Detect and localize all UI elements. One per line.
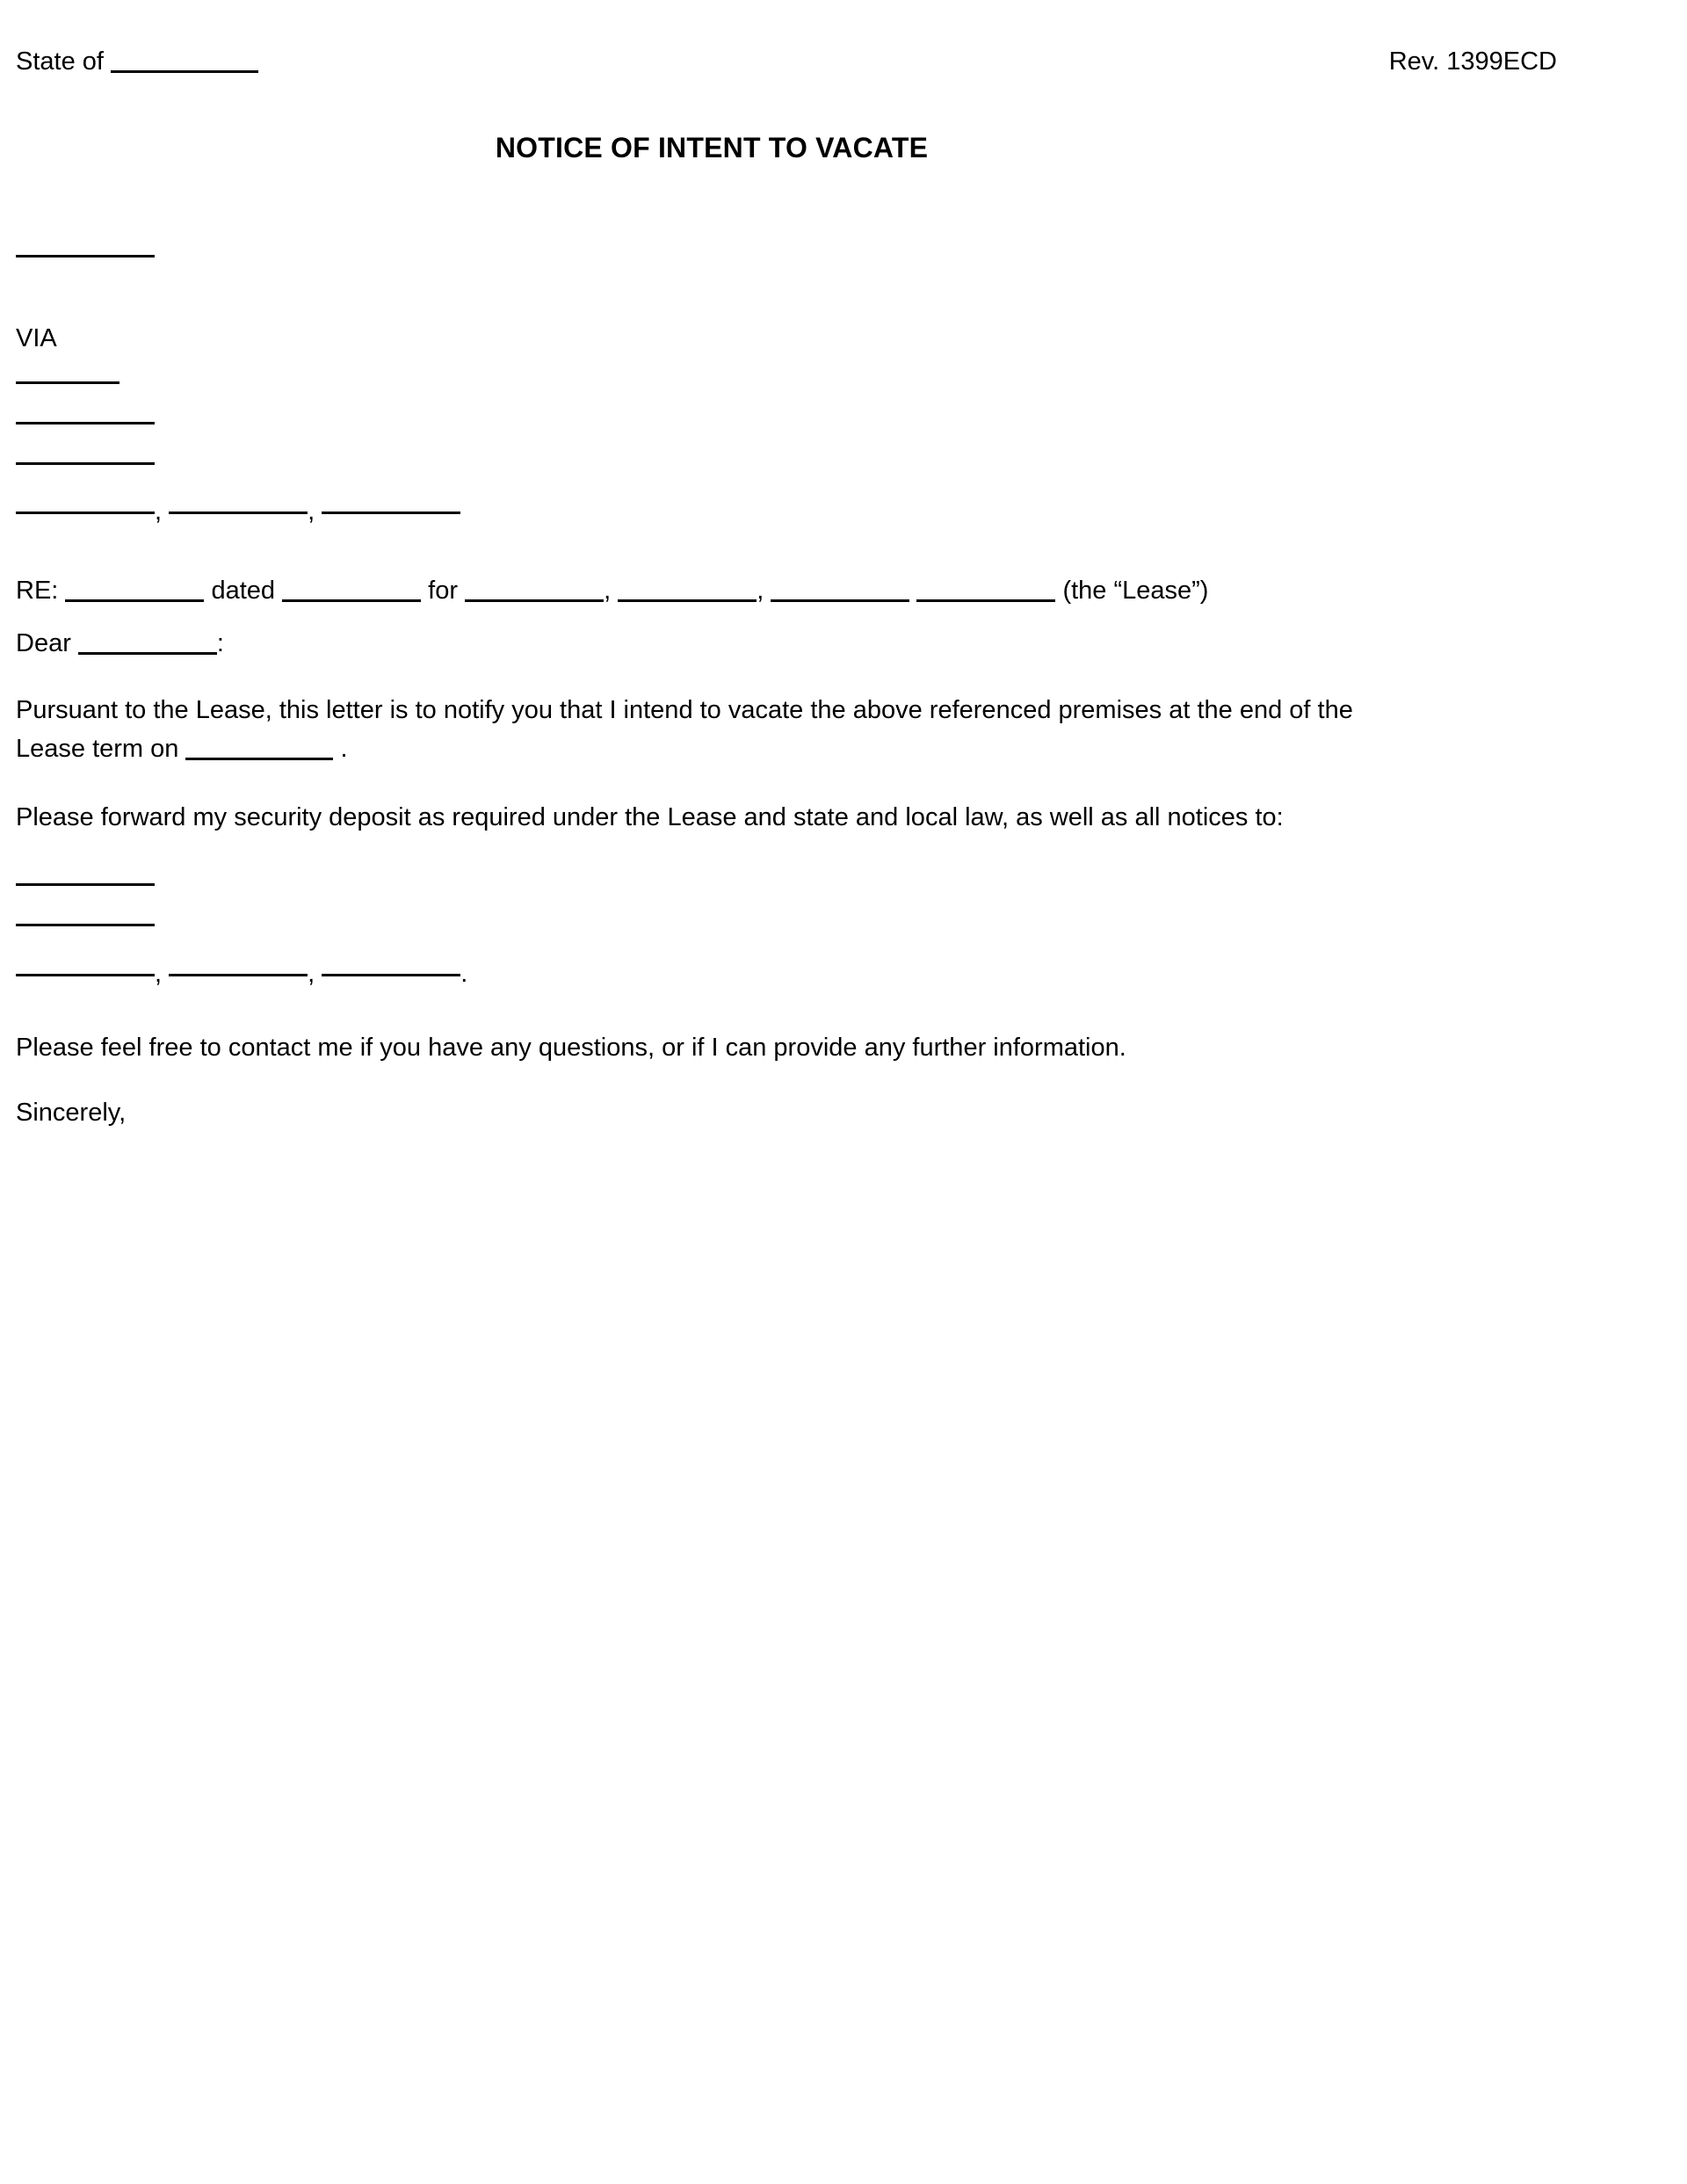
forwarding-address-line-1 (16, 877, 1671, 918)
recipient-sep-1: , (155, 497, 163, 526)
state-of-blank[interactable] (111, 70, 258, 73)
paragraph-1-period: . (340, 734, 348, 763)
re-premises-2-blank[interactable] (618, 599, 757, 602)
spacer-before-re (16, 536, 1671, 566)
state-of-label: State of (16, 47, 104, 76)
forwarding-terminator: . (460, 959, 468, 988)
recipient-address-line-2 (16, 455, 1671, 496)
re-prefix: RE: (16, 577, 59, 606)
forwarding-sep-2: , (308, 959, 315, 988)
re-line (16, 575, 1671, 608)
recipient-sep-2: , (308, 497, 315, 526)
re-document-blank[interactable] (65, 599, 204, 602)
re-premises-1-blank[interactable] (465, 599, 604, 602)
closing-valediction: Sincerely, (16, 1099, 127, 1128)
recipient-city-blank[interactable] (16, 512, 155, 514)
spacer-after-title (16, 164, 1671, 249)
re-date-blank[interactable] (282, 599, 421, 602)
re-lease-suffix: (the “Lease”) (1062, 577, 1209, 606)
re-for-label: for (428, 577, 459, 606)
salutation (16, 628, 1671, 661)
re-dated-label: dated (211, 577, 276, 606)
recipient-zip-blank[interactable] (322, 512, 460, 514)
re-sep-2: , (757, 577, 764, 606)
body-paragraph-3: Please feel free to contact me if you have any questions, or if I can provide any further information. (16, 1033, 1126, 1062)
recipient-name-blank[interactable] (16, 422, 155, 424)
recipient-street-blank[interactable] (16, 462, 155, 465)
vacate-date-blank[interactable] (185, 758, 333, 760)
forwarding-sep-1: , (155, 959, 163, 988)
salutation-colon: : (216, 629, 224, 658)
spacer-before-via (16, 289, 1671, 323)
state-of-field (16, 46, 258, 79)
body-paragraph-1 (16, 691, 1404, 768)
via-method-row (16, 374, 1671, 415)
forwarding-line-2-blank[interactable] (16, 924, 155, 926)
salutation-name-blank[interactable] (78, 652, 217, 655)
revision-number: Rev. 1399ECD (1388, 47, 1557, 76)
spacer-before-salutation (16, 608, 1671, 628)
re-premises-4-blank[interactable] (916, 599, 1055, 602)
spacer-before-paragraph-2 (16, 768, 1671, 798)
recipient-state-blank[interactable] (169, 512, 308, 514)
re-premises-3-blank[interactable] (771, 599, 909, 602)
re-sep-1: , (604, 577, 612, 606)
spacer-after-via (16, 355, 1671, 374)
spacer-before-forwarding-address (16, 837, 1671, 877)
page-title: NOTICE OF INTENT TO VACATE (495, 131, 929, 163)
forwarding-city-blank[interactable] (16, 974, 155, 976)
date-blank[interactable] (16, 255, 155, 258)
forwarding-address-line-2 (16, 918, 1671, 958)
document-header (16, 0, 1671, 79)
date-field-row (16, 249, 1671, 289)
recipient-city-state-zip (16, 496, 1671, 536)
forwarding-zip-blank[interactable] (322, 974, 460, 976)
forwarding-line-1-blank[interactable] (16, 883, 155, 886)
recipient-address-line-1 (16, 415, 1671, 455)
forwarding-city-state-zip (16, 958, 1671, 998)
via-label: VIA (16, 323, 57, 352)
salutation-greeting: Dear (16, 629, 71, 658)
via-method-blank[interactable] (16, 381, 119, 384)
body-paragraph-2: Please forward my security deposit as required under the Lease and state and local law, as well as all notices to: (16, 802, 1284, 831)
spacer-before-closing (16, 1067, 1671, 1097)
spacer-before-paragraph-1 (16, 661, 1671, 691)
forwarding-state-blank[interactable] (169, 974, 308, 976)
spacer-before-paragraph-3 (16, 998, 1671, 1028)
paragraph-1-text: Pursuant to the Lease, this letter is to notify you that I intend to vacate the above referenced premises at the end of the Lease term on (16, 695, 1353, 763)
